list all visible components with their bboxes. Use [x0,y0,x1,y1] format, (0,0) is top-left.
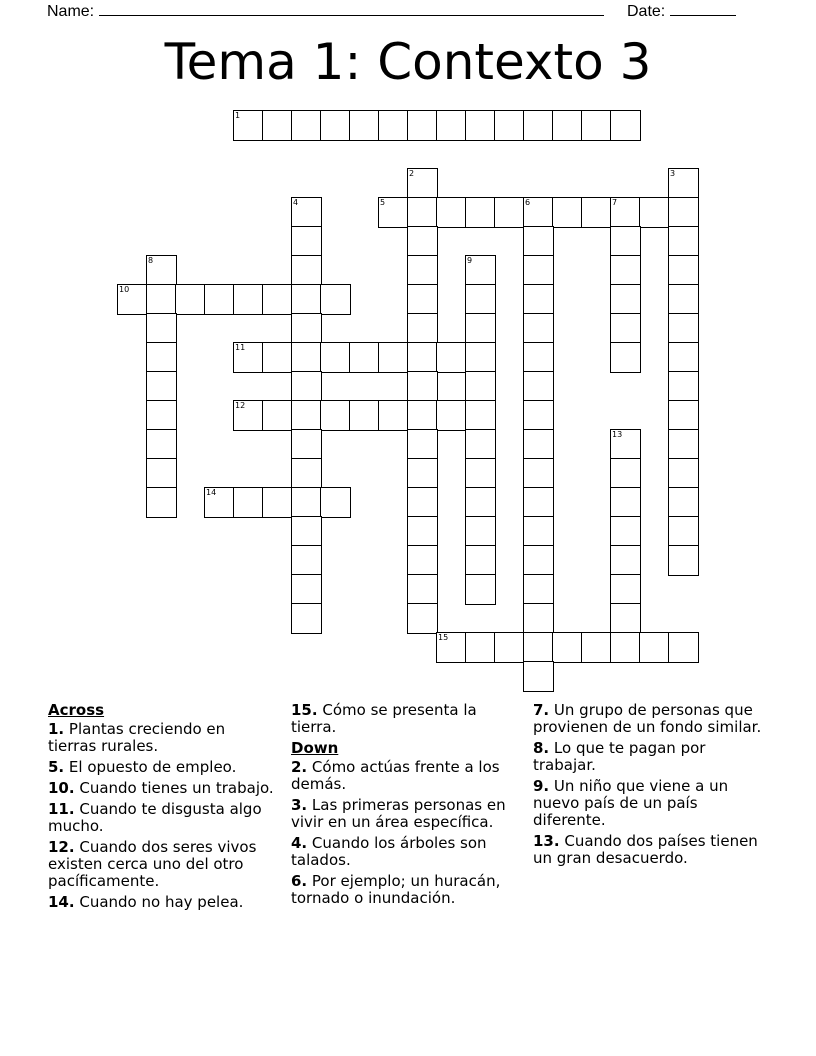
clues-column-1 [48,702,276,915]
grid-cell[interactable] [291,342,322,373]
clue-number-label: 1. [48,720,65,738]
grid-cell[interactable] [291,284,322,315]
grid-cell[interactable] [523,400,554,431]
grid-cell[interactable] [320,400,351,431]
grid-cell[interactable] [436,197,467,228]
grid-cell[interactable] [610,284,641,315]
grid-cell[interactable] [146,342,177,373]
grid-cell[interactable] [668,255,699,286]
grid-cell[interactable] [262,342,293,373]
grid-cell[interactable] [465,371,496,402]
grid-cell[interactable] [349,110,380,141]
down-heading: Down [291,739,339,757]
grid-cell[interactable] [610,110,641,141]
grid-cell[interactable] [262,400,293,431]
grid-cell[interactable] [523,429,554,460]
clue-text: El opuesto de empleo. [68,758,237,776]
grid-cell[interactable] [610,197,641,228]
grid-cell[interactable] [523,574,554,605]
grid-cell[interactable] [291,574,322,605]
clue-across [48,759,276,776]
grid-cell[interactable] [233,400,264,431]
grid-cell[interactable] [523,342,554,373]
clue-text: Cuando tienes un trabajo. [79,779,274,797]
clue-down [291,797,519,831]
clue-number: 4 [293,198,299,207]
grid-cell[interactable] [146,400,177,431]
grid-cell[interactable] [610,574,641,605]
grid-cell[interactable] [610,255,641,286]
grid-cell[interactable] [407,313,438,344]
grid-cell[interactable] [668,313,699,344]
grid-cell[interactable] [233,110,264,141]
grid-cell[interactable] [610,313,641,344]
grid-cell[interactable] [436,110,467,141]
grid-cell[interactable] [668,371,699,402]
grid-cell[interactable] [668,516,699,547]
grid-cell[interactable] [320,110,351,141]
grid-cell[interactable] [465,516,496,547]
grid-cell[interactable] [465,545,496,576]
date-field[interactable] [670,0,736,16]
grid-cell[interactable] [465,284,496,315]
grid-cell[interactable] [668,400,699,431]
grid-cell[interactable] [552,197,583,228]
clue-number-label: 6. [291,872,308,890]
grid-cell[interactable] [494,110,525,141]
grid-cell[interactable] [146,429,177,460]
grid-cell[interactable] [523,197,554,228]
grid-cell[interactable] [610,342,641,373]
grid-cell[interactable] [610,429,641,460]
grid-cell[interactable] [262,110,293,141]
grid-cell[interactable] [320,342,351,373]
grid-cell[interactable] [407,110,438,141]
clue-number: 5 [380,198,386,207]
grid-cell[interactable] [523,487,554,518]
grid-cell[interactable] [668,226,699,257]
grid-cell[interactable] [668,429,699,460]
grid-cell[interactable] [407,458,438,489]
grid-cell[interactable] [320,284,351,315]
clue-number: 14 [206,488,217,497]
grid-cell[interactable] [610,516,641,547]
grid-cell[interactable] [610,545,641,576]
clues-column-2 [291,702,519,911]
clue-text: Cuando los árboles son talados. [291,834,487,869]
grid-cell[interactable] [465,458,496,489]
clue-across [48,780,276,797]
grid-cell[interactable] [407,574,438,605]
clue-down [533,778,773,829]
grid-cell[interactable] [523,313,554,344]
grid-cell[interactable] [581,197,612,228]
grid-cell[interactable] [407,371,438,402]
grid-cell[interactable] [523,603,554,634]
clue-number-label: 2. [291,758,308,776]
clue-number: 6 [525,198,531,207]
clue-number-label: 11. [48,800,75,818]
name-label-group [47,0,604,21]
clue-text: Cómo actúas frente a los demás. [291,758,500,793]
grid-cell[interactable] [407,429,438,460]
grid-cell[interactable] [436,342,467,373]
grid-cell[interactable] [291,487,322,518]
grid-cell[interactable] [494,197,525,228]
clue-across [48,839,276,890]
grid-cell[interactable] [465,632,496,663]
page-title: Tema 1: Contexto 3 [164,33,652,91]
grid-cell[interactable] [407,545,438,576]
grid-cell[interactable] [146,284,177,315]
clue-down [291,835,519,869]
grid-cell[interactable] [204,487,235,518]
clue-text: Cuando te disgusta algo mucho. [48,800,262,835]
grid-cell[interactable] [146,458,177,489]
grid-cell[interactable] [146,255,177,286]
clue-number: 8 [148,256,154,265]
clue-number-label: 7. [533,701,550,719]
clue-text: Un grupo de personas que provienen de un fondo similar. [533,701,762,736]
grid-cell[interactable] [523,284,554,315]
grid-cell[interactable] [668,545,699,576]
clue-down [291,873,519,907]
clue-text: Un niño que viene a un nuevo país de un país diferente. [533,777,729,829]
clues-column-3 [533,702,773,871]
grid-cell[interactable] [465,429,496,460]
grid-cell[interactable] [668,632,699,663]
grid-cell[interactable] [233,342,264,373]
grid-cell[interactable] [407,255,438,286]
grid-cell[interactable] [581,632,612,663]
across-heading: Across [48,701,105,719]
header [0,0,816,22]
grid-cell[interactable] [146,313,177,344]
grid-cell[interactable] [523,661,554,692]
grid-cell[interactable] [465,313,496,344]
grid-cell[interactable] [465,574,496,605]
clue-number-label: 13. [533,832,560,850]
clue-number-label: 8. [533,739,550,757]
grid-cell[interactable] [407,400,438,431]
grid-cell[interactable] [465,110,496,141]
clue-across [48,894,276,911]
grid-cell[interactable] [523,255,554,286]
grid-cell[interactable] [668,487,699,518]
grid-cell[interactable] [320,487,351,518]
clue-down [533,833,773,867]
grid-cell[interactable] [175,284,206,315]
clue-number-label: 5. [48,758,65,776]
grid-cell[interactable] [291,545,322,576]
grid-cell[interactable] [436,632,467,663]
clue-number-label: 9. [533,777,550,795]
grid-cell[interactable] [291,400,322,431]
grid-cell[interactable] [668,458,699,489]
grid-cell[interactable] [610,487,641,518]
clue-across [291,702,519,736]
clue-number: 3 [670,169,676,178]
clue-text: Plantas creciendo en tierras rurales. [48,720,226,755]
grid-cell[interactable] [668,342,699,373]
grid-cell[interactable] [349,400,380,431]
grid-cell[interactable] [552,632,583,663]
clue-number: 10 [119,285,130,294]
grid-cell[interactable] [465,342,496,373]
name-field[interactable] [99,0,604,16]
grid-cell[interactable] [378,197,409,228]
clue-down [291,759,519,793]
grid-cell[interactable] [204,284,235,315]
grid-cell[interactable] [291,226,322,257]
grid-cell[interactable] [146,487,177,518]
grid-cell[interactable] [291,458,322,489]
clue-number: 2 [409,169,415,178]
clue-text: Por ejemplo; un huracán, tornado o inundación. [291,872,501,907]
grid-cell[interactable] [233,284,264,315]
clue-number: 15 [438,633,449,642]
grid-cell[interactable] [610,603,641,634]
grid-cell[interactable] [146,371,177,402]
clue-text: Lo que te pagan por trabajar. [533,739,706,774]
clue-number: 7 [612,198,618,207]
grid-cell[interactable] [262,487,293,518]
grid-cell[interactable] [378,342,409,373]
grid-cell[interactable] [465,255,496,286]
grid-cell[interactable] [552,110,583,141]
grid-cell[interactable] [523,545,554,576]
clue-number: 12 [235,401,246,410]
date-label-group [627,0,736,21]
clue-number: 11 [235,343,246,352]
clue-down [533,702,773,736]
name-label: Name: [47,3,95,20]
grid-cell[interactable] [378,400,409,431]
grid-cell[interactable] [668,168,699,199]
grid-cell[interactable] [378,110,409,141]
grid-cell[interactable] [407,487,438,518]
grid-cell[interactable] [407,197,438,228]
clue-number: 9 [467,256,473,265]
grid-cell[interactable] [523,226,554,257]
grid-cell[interactable] [407,342,438,373]
clue-number-label: 14. [48,893,75,911]
clue-number-label: 3. [291,796,308,814]
grid-cell[interactable] [291,516,322,547]
date-label: Date: [627,3,666,20]
grid-cell[interactable] [668,284,699,315]
clue-text: Cómo se presenta la tierra. [291,701,477,736]
clue-across [48,801,276,835]
grid-cell[interactable] [465,487,496,518]
grid-cell[interactable] [494,632,525,663]
grid-cell[interactable] [291,603,322,634]
grid-cell[interactable] [465,197,496,228]
grid-cell[interactable] [523,632,554,663]
clue-number-label: 15. [291,701,318,719]
clue-number-label: 4. [291,834,308,852]
grid-cell[interactable] [291,313,322,344]
grid-cell[interactable] [117,284,148,315]
grid-cell[interactable] [610,632,641,663]
grid-cell[interactable] [407,516,438,547]
grid-cell[interactable] [407,168,438,199]
grid-cell[interactable] [436,400,467,431]
grid-cell[interactable] [668,197,699,228]
grid-cell[interactable] [291,255,322,286]
grid-cell[interactable] [407,603,438,634]
grid-cell[interactable] [291,110,322,141]
grid-cell[interactable] [262,284,293,315]
grid-cell[interactable] [465,400,496,431]
grid-cell[interactable] [523,110,554,141]
grid-cell[interactable] [639,632,670,663]
grid-cell[interactable] [523,458,554,489]
grid-cell[interactable] [581,110,612,141]
clue-text: Cuando dos países tienen un gran desacuerdo. [533,832,758,867]
clue-text: Las primeras personas en vivir en un área específica. [291,796,506,831]
grid-cell[interactable] [407,284,438,315]
grid-cell[interactable] [349,342,380,373]
clue-across [48,721,276,755]
grid-cell[interactable] [291,429,322,460]
grid-cell[interactable] [523,371,554,402]
clue-number-label: 10. [48,779,75,797]
grid-cell[interactable] [610,458,641,489]
grid-cell[interactable] [233,487,264,518]
clue-number: 1 [235,111,241,120]
clue-text: Cuando no hay pelea. [79,893,244,911]
grid-cell[interactable] [407,226,438,257]
clue-down [533,740,773,774]
grid-cell[interactable] [610,226,641,257]
clue-number: 13 [612,430,623,439]
grid-cell[interactable] [639,197,670,228]
clue-text: Cuando dos seres vivos existen cerca uno del otro pacíficamente. [48,838,257,890]
grid-cell[interactable] [291,371,322,402]
clue-number-label: 12. [48,838,75,856]
grid-cell[interactable] [523,516,554,547]
grid-cell[interactable] [291,197,322,228]
